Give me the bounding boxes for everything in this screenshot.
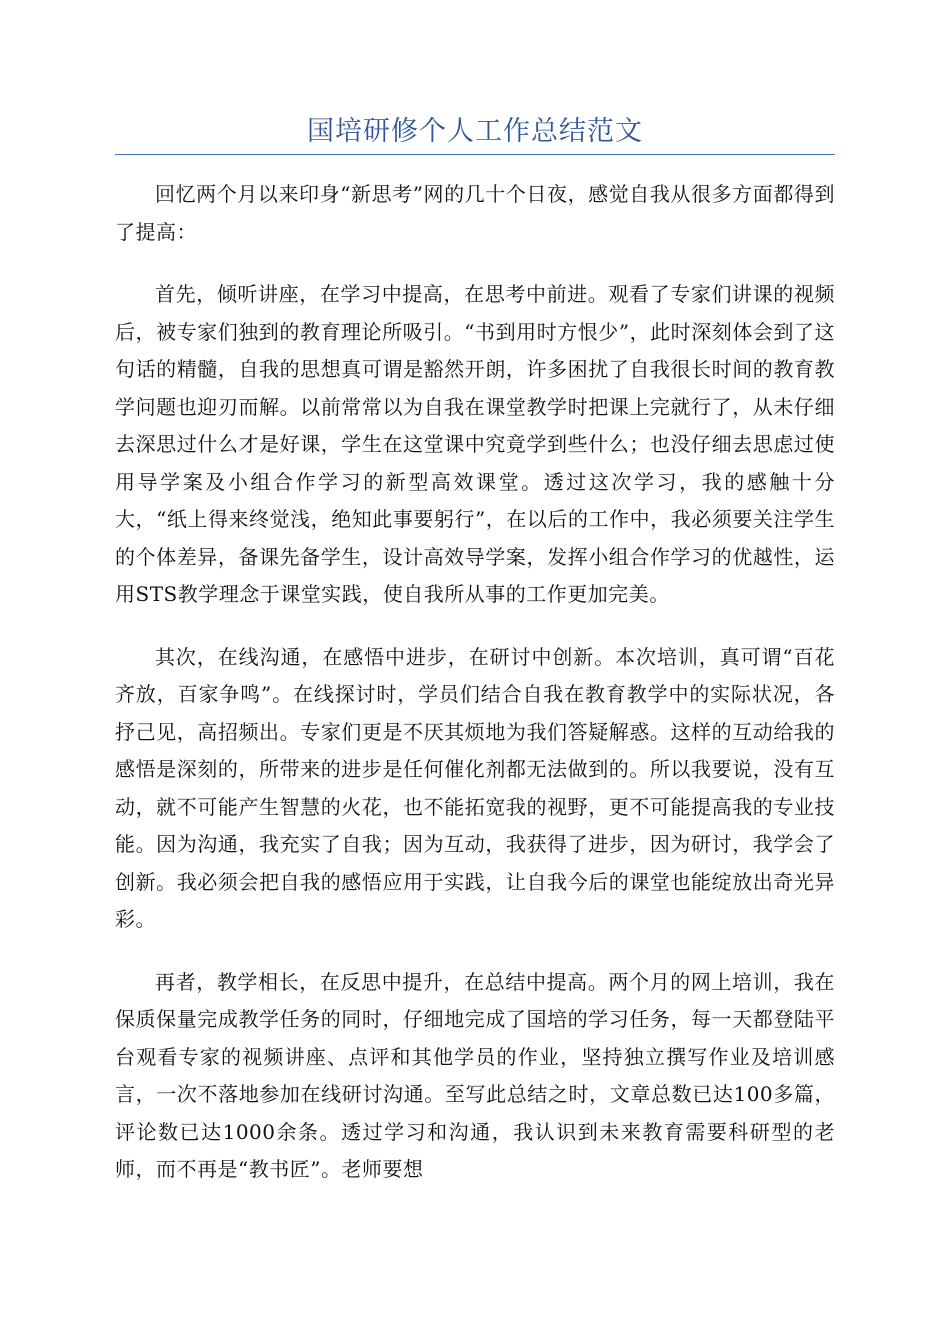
title-underline [115,154,835,155]
document-body [115,176,835,1214]
paragraph-second: 其次，在线沟通，在感悟中进步，在研讨中创新。本次培训，真可谓“百花齐放，百家争鸣”。在线探讨时，学员们结合自我在教育教学中的实际状况，各抒己见，高招频出。专家们更是不厌其烦地为我们答疑解惑。这样的互动给我的感悟是深刻的，所带来的进步是任何催化剂都无法做到的。所以我要说，没有互动，就不可能产生智慧的火花，也不能拓宽我的视野，更不可能提高我的专业技能。因为沟通，我充实了自我；因为互动，我获得了进步，因为研讨，我学会了创新。我必须会把自我的感悟应用于实践，让自我今后的课堂也能绽放出奇光异彩。 [115,644,835,931]
document-title: 国培研修个人工作总结范文 [307,116,643,147]
paragraph-intro: 回忆两个月以来印身“新思考”网的几十个日夜，感觉自我从很多方面都得到了提高： [115,182,835,244]
paragraph-third: 再者，教学相长，在反思中提升，在总结中提高。两个月的网上培训，我在保质保量完成教学任务的同时，仔细地完成了国培的学习任务，每一天都登陆平台观看专家的视频讲座、点评和其他学员的作业，坚持独立撰写作业及培训感言，一次不落地参加在线研讨沟通。至写此总结之时，文章总数已达100多篇，评论数已达1000余条。透过学习和沟通，我认识到未来教育需要科研型的老师，而不再是“教书匠”。老师要想 [115,969,835,1181]
paragraph-first: 首先，倾听讲座，在学习中提高，在思考中前进。观看了专家们讲课的视频后，被专家们独到的教育理论所吸引。“书到用时方恨少”，此时深刻体会到了这句话的精髓，自我的思想真可谓是豁然开朗，许多困扰了自我很长时间的教育教学问题也迎刃而解。以前常常以为自我在课堂教学时把课上完就行了，从未仔细去深思过什么才是好课，学生在这堂课中究竟学到些什么；也没仔细去思虑过使用导学案及小组合作学习的新型高效课堂。透过这次学习，我的感触十分大，“纸上得来终觉浅，绝知此事要躬行”，在以后的工作中，我必须要关注学生的个体差异，备课先备学生，设计高效导学案，发挥小组合作学习的优越性，运用STS教学理念于课堂实践，使自我所从事的工作更加完美。 [115,282,835,606]
